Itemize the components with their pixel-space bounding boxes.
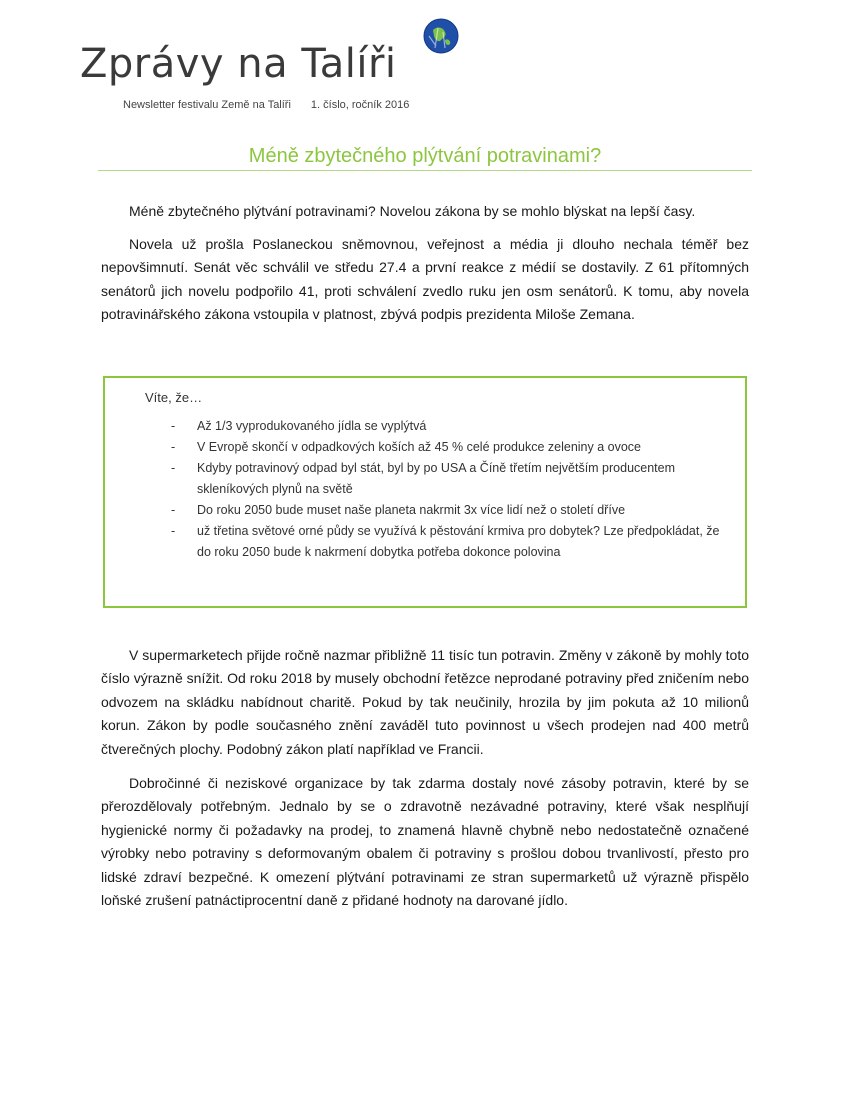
newsletter-subtitle — [123, 99, 409, 111]
fact-text: už třetina světové orné půdy se využívá k pěstování krmiva pro dobytek? Lze předpokládat, že do roku 2050 bude k nakrmení dobytka potřeba dokonce polovina — [197, 524, 720, 559]
fact-text: Do roku 2050 bude muset naše planeta nakrmit 3x více lidí než o století dříve — [197, 503, 626, 517]
article-paragraph: Dobročinné či neziskové organizace by tak zdarma dostaly nové zásoby potravin, které by se přerozdělovaly potřebným. Jednalo by se o zdravotně nezávadné potraviny, které však nesplňují hygienické normy či požadavky na prodej, to znamená hlavně chybně nebo nedostatečně označené výrobky nebo potraviny s deformovaným obalem či potraviny s prošlou dobou trvanlivostí, přesto pro lidské zdraví bezpečné. K omezení plýtvání potravinami ze stran supermarketů už výrazně přispělo loňské zrušení patnáctiprocentní daně z přidané hodnoty na darované jídlo. — [101, 775, 749, 909]
subtitle-text: Newsletter festivalu Země na Talíři — [123, 99, 291, 111]
fact-text: V Evropě skončí v odpadkových koších až 45 % celé produkce zeleniny a ovoce — [197, 440, 642, 454]
dash-bullet: - — [171, 419, 176, 433]
fact-list — [171, 416, 731, 563]
dash-bullet: - — [171, 503, 176, 517]
fact-box-intro: Víte, že… — [145, 390, 203, 405]
fact-text: Až 1/3 vyprodukovaného jídla se vyplýtvá — [197, 419, 427, 433]
article-paragraph: Novela už prošla Poslaneckou sněmovnou, veřejnost a média ji dlouho nechala téměř bez nepovšimnutí. Senát věc schválil ve středu 27.4 a první reakce z médií se dostavily. Z 61 přítomných senátorů jich novelu podpořilo 41, proti schválení zvedlo ruku jen osm senátorů. K tomu, aby novela potravinářského zákona vstoupila v platnost, zbývá podpis prezidenta Miloše Zemana. — [101, 236, 749, 323]
article-title: Méně zbytečného plýtvání potravinami? — [248, 145, 602, 167]
issue-label: 1. číslo, ročník 2016 — [310, 99, 410, 111]
list-item — [171, 521, 731, 563]
dash-bullet: - — [171, 461, 176, 475]
dash-bullet: - — [171, 440, 176, 454]
globe-icon — [423, 18, 459, 54]
title-divider — [98, 170, 752, 171]
fact-text: Kdyby potravinový odpad byl stát, byl by po USA a Číně třetím největším producentem skleníkových plynů na světě — [197, 461, 676, 496]
list-item — [171, 437, 731, 458]
article-paragraph: Méně zbytečného plýtvání potravinami? Novelou zákona by se mohlo blýskat na lepší časy. — [129, 203, 696, 219]
masthead — [80, 38, 480, 98]
list-item — [171, 416, 731, 437]
list-item — [171, 458, 731, 500]
article-paragraph: V supermarketech přijde ročně nazmar přibližně 11 tisíc tun potravin. Změny v zákoně by mohly toto číslo výrazně snížit. Od roku 2018 by musely obchodní řetězce neprodané potraviny před zničením nebo odvozem na skládku nabídnout charitě. Pokud by tak neučinily, hrozila by jim pokuta až 10 milionů korun. Zákon by podle současného znění zaváděl tuto povinnost u všech prodejen nad 400 metrů čtverečných plochy. Podobný zákon platí například ve Francii. — [101, 647, 749, 757]
dash-bullet: - — [171, 524, 176, 538]
brand-logo-text: Zprávy na Talíři — [80, 41, 397, 87]
fact-box — [103, 376, 747, 608]
list-item — [171, 500, 731, 521]
